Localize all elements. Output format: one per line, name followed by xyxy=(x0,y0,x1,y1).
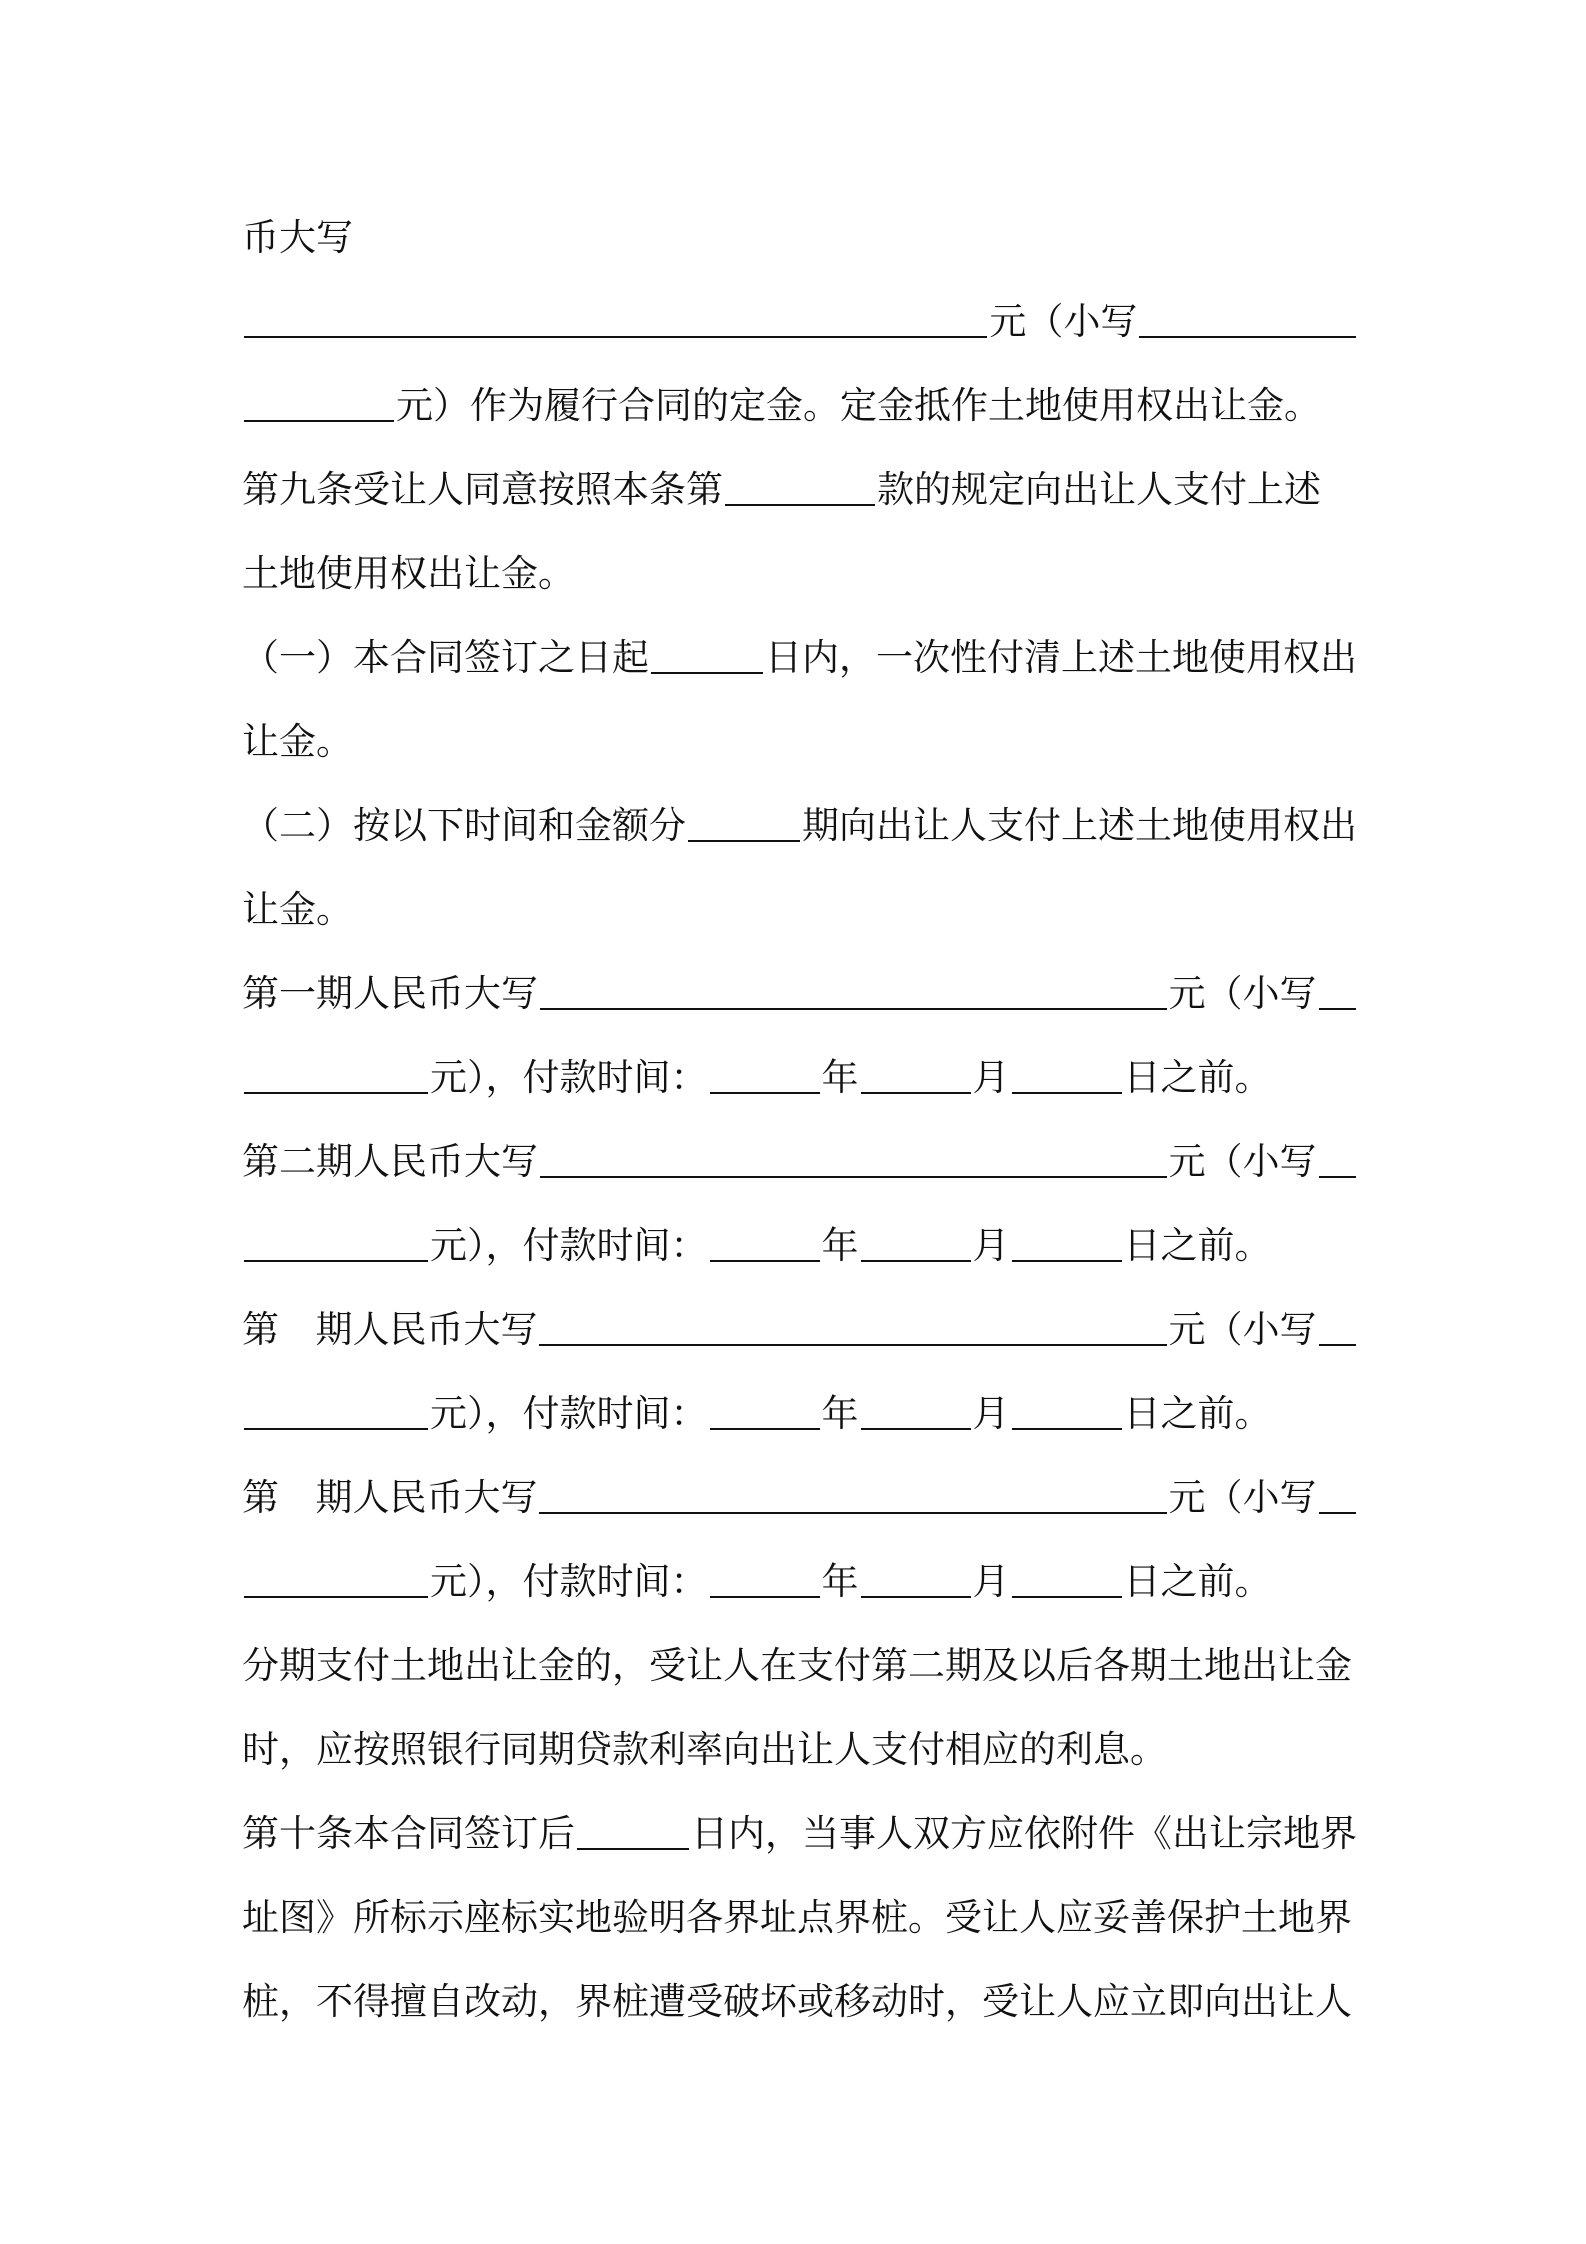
text-segment: 第十条本合同签订后 xyxy=(242,1812,575,1855)
text-line xyxy=(242,616,1358,700)
contract-text xyxy=(242,196,1358,2044)
text-segment: 分期支付土地出让金的，受让人在支付第二期及以后各期土地出让金 xyxy=(242,1644,1352,1687)
text-line xyxy=(242,1372,1358,1456)
text-line xyxy=(242,1456,1358,1540)
text-line xyxy=(242,364,1358,448)
fill-blank xyxy=(710,1595,820,1598)
fill-blank xyxy=(1012,1259,1122,1262)
text-segment: 元），付款时间： xyxy=(430,1560,708,1603)
text-line xyxy=(242,1624,1358,1708)
text-segment: 年 xyxy=(821,1056,859,1099)
text-line xyxy=(242,196,1358,280)
text-segment: 第二期人民币大写 xyxy=(242,1140,538,1183)
text-line xyxy=(242,952,1358,1036)
fill-blank xyxy=(688,839,800,842)
fill-blank xyxy=(861,1427,971,1430)
fill-blank xyxy=(861,1259,971,1262)
fill-blank xyxy=(725,503,875,506)
text-segment: 期人民币大写 xyxy=(315,1476,538,1519)
fill-blank xyxy=(244,335,987,338)
text-line xyxy=(242,1960,1358,2044)
text-line xyxy=(242,448,1358,532)
text-segment: 月 xyxy=(972,1560,1010,1603)
text-segment: 土地使用权出让金。 xyxy=(242,552,575,595)
text-line xyxy=(242,700,1358,784)
fill-blank xyxy=(861,1091,971,1094)
text-line xyxy=(242,1036,1358,1120)
text-line xyxy=(242,1708,1358,1792)
fill-blank xyxy=(244,1427,428,1430)
text-segment: 第 xyxy=(242,1308,279,1351)
text-segment: 元）作为履行合同的定金。定金抵作土地使用权出让金。 xyxy=(396,384,1321,427)
text-segment: （一）本合同签订之日起 xyxy=(242,636,649,679)
fill-blank xyxy=(1319,1511,1356,1514)
fill-blank xyxy=(540,1007,1167,1010)
text-segment: 址图》所标示座标实地验明各界址点界桩。受让人应妥善保护土地界 xyxy=(242,1896,1352,1939)
text-segment: 元（小写 xyxy=(1168,972,1317,1015)
fill-blank xyxy=(710,1259,820,1262)
fill-blank xyxy=(1012,1427,1122,1430)
fill-blank xyxy=(540,1175,1167,1178)
text-segment: 元（小写 xyxy=(1168,1476,1317,1519)
fill-blank xyxy=(539,1511,1166,1514)
text-line xyxy=(242,532,1358,616)
text-segment: 年 xyxy=(821,1560,859,1603)
text-segment: 日之前。 xyxy=(1123,1392,1272,1435)
text-segment: 元），付款时间： xyxy=(430,1224,708,1267)
text-segment: 元（小写 xyxy=(1168,1308,1317,1351)
text-line xyxy=(242,868,1358,952)
fill-blank xyxy=(577,1847,689,1850)
text-line xyxy=(242,1288,1358,1372)
text-segment: 元（小写 xyxy=(1168,1140,1317,1183)
fill-blank xyxy=(1319,1343,1356,1346)
text-segment: 元），付款时间： xyxy=(430,1056,708,1099)
text-segment: 年 xyxy=(821,1224,859,1267)
fill-blank xyxy=(1319,1175,1356,1178)
text-segment: 第一期人民币大写 xyxy=(242,972,538,1015)
text-line xyxy=(242,280,1358,364)
fill-blank xyxy=(710,1091,820,1094)
text-segment: 币大写 xyxy=(242,216,353,259)
text-line xyxy=(242,1204,1358,1288)
text-segment: 桩，不得擅自改动，界桩遭受破坏或移动时，受让人应立即向出让人 xyxy=(242,1980,1352,2023)
text-segment: 让金。 xyxy=(242,888,353,931)
text-segment: 日之前。 xyxy=(1123,1560,1272,1603)
fill-blank xyxy=(244,419,394,422)
text-line xyxy=(242,1540,1358,1624)
text-segment: 元（小写 xyxy=(989,300,1138,343)
text-line xyxy=(242,784,1358,868)
text-segment: 月 xyxy=(972,1224,1010,1267)
text-segment: 让金。 xyxy=(242,720,353,763)
text-segment: 期人民币大写 xyxy=(315,1308,538,1351)
fill-blank xyxy=(1012,1091,1122,1094)
fill-blank xyxy=(244,1091,428,1094)
text-segment: 款的规定向出让人支付上述 xyxy=(877,468,1321,511)
text-segment: 期向出让人支付上述土地使用权出 xyxy=(802,804,1357,847)
text-segment: 年 xyxy=(821,1392,859,1435)
text-line xyxy=(242,1792,1358,1876)
fill-blank xyxy=(861,1595,971,1598)
fill-blank xyxy=(1139,335,1356,338)
text-segment: 日之前。 xyxy=(1123,1056,1272,1099)
fill-blank xyxy=(244,1595,428,1598)
fill-blank xyxy=(651,671,763,674)
text-line xyxy=(242,1120,1358,1204)
fill-blank xyxy=(539,1343,1166,1346)
fill-blank xyxy=(1319,1007,1356,1010)
text-segment: 时，应按照银行同期贷款利率向出让人支付相应的利息。 xyxy=(242,1728,1167,1771)
fill-blank xyxy=(244,1259,428,1262)
text-segment: 日之前。 xyxy=(1123,1224,1272,1267)
fill-blank xyxy=(1012,1595,1122,1598)
text-segment: 第九条受让人同意按照本条第 xyxy=(242,468,723,511)
text-segment: 日内，当事人双方应依附件《出让宗地界 xyxy=(691,1812,1357,1855)
fill-blank xyxy=(710,1427,820,1430)
text-segment: 第 xyxy=(242,1476,279,1519)
text-segment: 月 xyxy=(972,1056,1010,1099)
text-segment: （二）按以下时间和金额分 xyxy=(242,804,686,847)
text-segment: 日内，一次性付清上述土地使用权出 xyxy=(765,636,1357,679)
text-segment: 元），付款时间： xyxy=(430,1392,708,1435)
text-segment: 月 xyxy=(972,1392,1010,1435)
text-line xyxy=(242,1876,1358,1960)
